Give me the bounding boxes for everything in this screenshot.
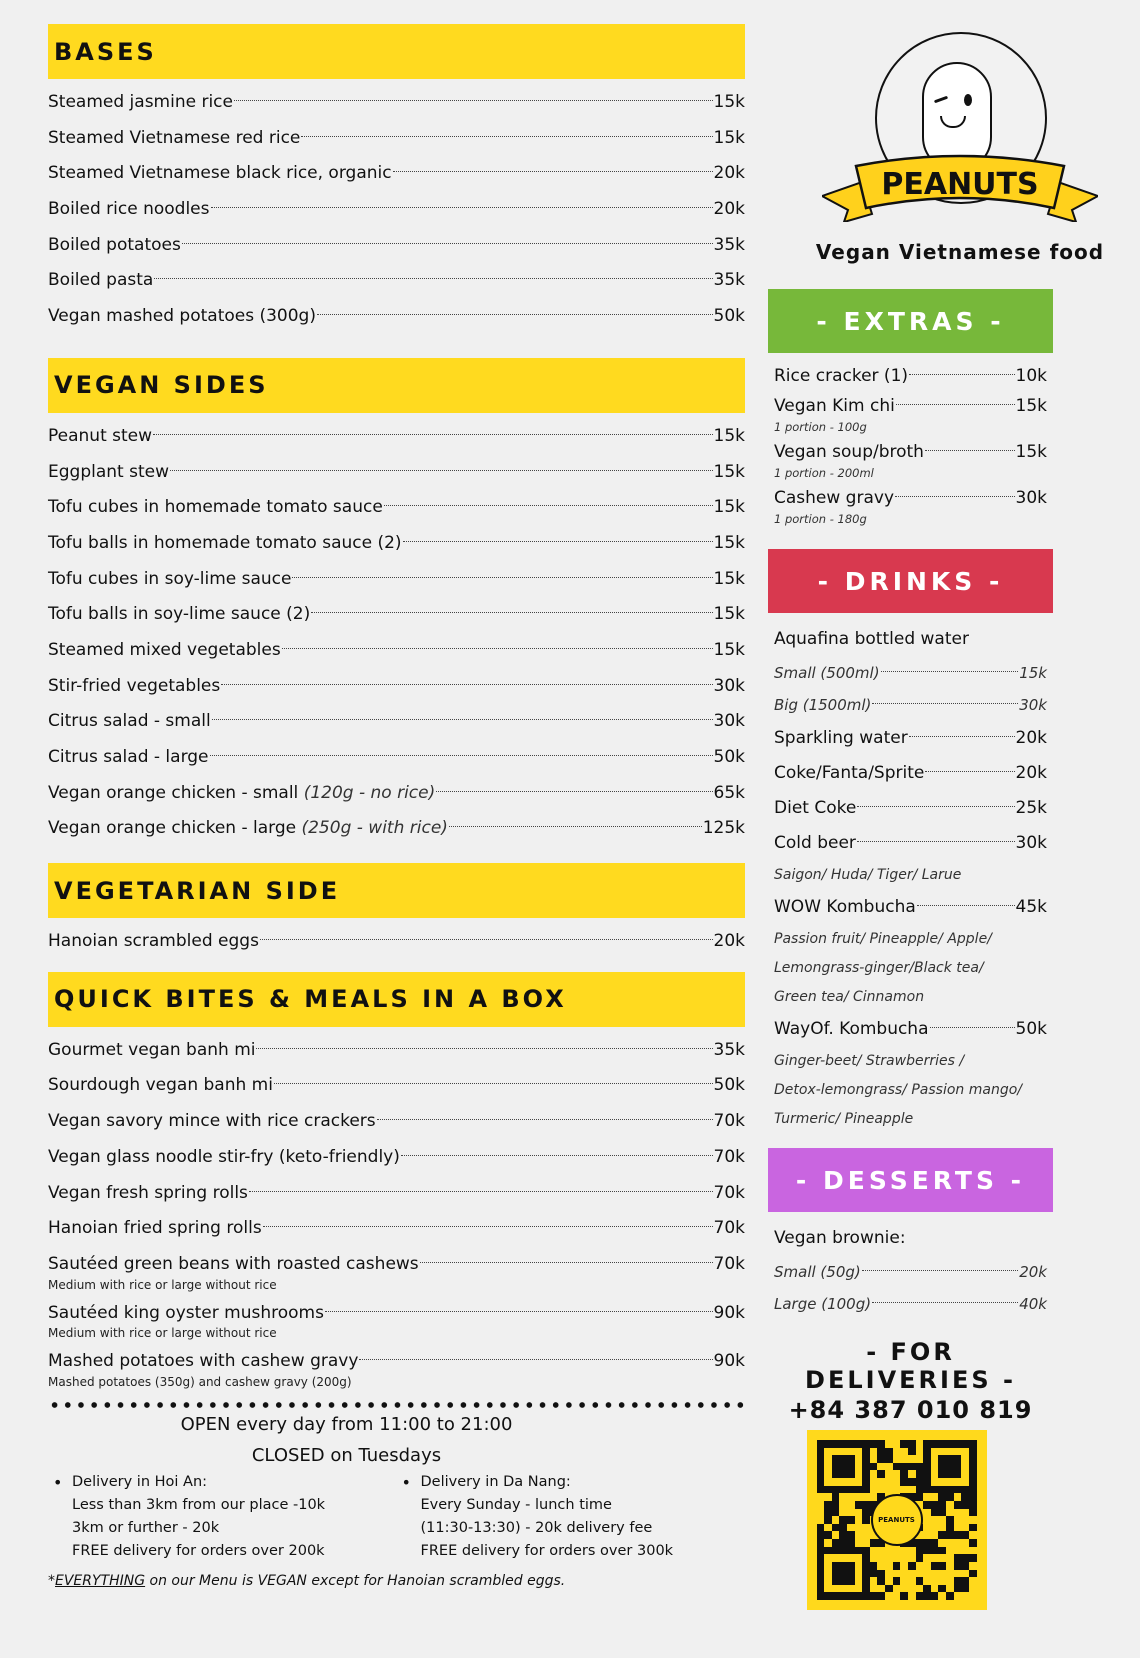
item-detail: (120g - no rice) bbox=[303, 782, 436, 803]
peanuts-logo bbox=[810, 24, 1110, 289]
opening-hours bbox=[48, 1409, 745, 1471]
item-price: 35k bbox=[713, 1039, 745, 1060]
section-bases bbox=[48, 24, 745, 335]
item-name bbox=[48, 811, 448, 847]
item-name-text: Eggplant stew bbox=[48, 461, 169, 482]
item-name-text: Tofu balls in soy-lime sauce (2) bbox=[48, 604, 311, 625]
item-price: 70k bbox=[713, 1218, 745, 1239]
item-name-text: Tofu balls in homemade tomato sauce (2) bbox=[48, 532, 402, 553]
item-name bbox=[48, 455, 169, 491]
drink-flavors: Turmeric/ Pineapple bbox=[774, 1111, 914, 1127]
dot-leader bbox=[925, 771, 1014, 772]
item-name bbox=[48, 121, 300, 157]
menu-item bbox=[48, 562, 745, 598]
item-price: 70k bbox=[713, 1111, 745, 1132]
section-title: - DRINKS - bbox=[817, 566, 1004, 596]
menu-item bbox=[48, 1176, 745, 1212]
dot-leader bbox=[449, 826, 702, 827]
brownie-title: Vegan brownie: bbox=[774, 1228, 906, 1248]
item-name-text: Citrus salad - large bbox=[48, 747, 209, 767]
item-price: 40k bbox=[1019, 1295, 1047, 1313]
menu-item bbox=[774, 437, 1047, 467]
menu-item bbox=[48, 811, 745, 847]
item-name bbox=[48, 740, 209, 776]
menu-item bbox=[48, 1104, 745, 1140]
qr-logo-badge bbox=[871, 1494, 923, 1546]
menu-item bbox=[774, 1288, 1047, 1320]
drink-flavors: Lemongrass-ginger/Black tea/ bbox=[774, 960, 984, 976]
item-price: 50k bbox=[713, 306, 745, 327]
item-portion: 1 portion - 180g bbox=[774, 512, 867, 526]
item-name bbox=[48, 263, 153, 299]
menu-item bbox=[48, 633, 745, 669]
item-name-text: Boiled potatoes bbox=[48, 234, 181, 255]
extras-list bbox=[768, 353, 1053, 529]
drink-flavors: Ginger-beet/ Strawberries / bbox=[774, 1053, 965, 1069]
dot-leader bbox=[170, 470, 713, 471]
dot-leader bbox=[153, 434, 712, 435]
delivery-line: Less than 3km from our place -10k bbox=[72, 1496, 326, 1513]
dot-leader bbox=[909, 374, 1014, 375]
item-detail: (250g - with rice) bbox=[301, 818, 448, 839]
vegan-sides-list bbox=[48, 413, 745, 847]
dot-leader bbox=[292, 577, 712, 578]
mascot-smile bbox=[940, 116, 966, 128]
item-name-text: Citrus salad - small bbox=[48, 711, 211, 732]
menu-right-column bbox=[774, 24, 1110, 1610]
menu-item bbox=[48, 1033, 745, 1069]
item-name-text: Hanoian fried spring rolls bbox=[48, 1218, 262, 1239]
section-header-vegetarian-side bbox=[48, 863, 745, 918]
drink-flavors: Passion fruit/ Pineapple/ Apple/ bbox=[774, 931, 992, 947]
item-name: Diet Coke bbox=[774, 798, 857, 818]
menu-item bbox=[48, 490, 745, 526]
item-name bbox=[48, 1033, 255, 1069]
dot-leader bbox=[182, 243, 713, 244]
section-title: QUICK BITES & MEALS IN A BOX bbox=[54, 985, 567, 1014]
desserts-list bbox=[768, 1212, 1053, 1320]
item-name bbox=[48, 299, 316, 335]
dot-leader bbox=[872, 703, 1018, 704]
item-name-text: Steamed Vietnamese red rice bbox=[48, 127, 301, 148]
item-price: 35k bbox=[713, 270, 745, 291]
item-name-text: Vegan orange chicken - small bbox=[48, 782, 304, 803]
drink-flavors: Saigon/ Huda/ Tiger/ Larue bbox=[774, 867, 962, 883]
menu-item bbox=[48, 228, 745, 264]
item-price: 45k bbox=[1015, 897, 1047, 917]
menu-left-column bbox=[48, 24, 745, 1589]
section-title: BASES bbox=[54, 37, 157, 66]
menu-item bbox=[774, 791, 1047, 826]
menu-item bbox=[48, 156, 745, 192]
item-name-text: Steamed jasmine rice bbox=[48, 92, 233, 112]
item-name-text: Boiled pasta bbox=[48, 270, 154, 291]
mascot-eye bbox=[964, 94, 972, 106]
menu-item bbox=[48, 669, 745, 705]
item-price: 15k bbox=[713, 604, 745, 625]
item-price: 15k bbox=[1015, 442, 1047, 462]
item-name bbox=[48, 1176, 248, 1212]
menu-item bbox=[774, 1012, 1047, 1047]
open-hours-text: OPEN every day from 11:00 to 21:00 bbox=[180, 1413, 513, 1435]
delivery-da-nang bbox=[397, 1471, 746, 1563]
dot-leader bbox=[420, 1262, 713, 1263]
dot-leader bbox=[359, 1359, 712, 1360]
item-name bbox=[48, 776, 435, 812]
item-name bbox=[48, 156, 392, 192]
delivery-line: Every Sunday - lunch time bbox=[420, 1496, 612, 1513]
item-price: 70k bbox=[713, 1182, 745, 1203]
dot-leader bbox=[317, 314, 713, 315]
item-price: 20k bbox=[1019, 1263, 1047, 1281]
section-header-bases bbox=[48, 24, 745, 79]
item-name bbox=[48, 704, 211, 740]
item-name-text: Vegan mashed potatoes (300g) bbox=[48, 306, 316, 327]
item-price: 30k bbox=[1015, 833, 1047, 853]
dot-leader bbox=[256, 1048, 712, 1049]
dot-leader bbox=[249, 1191, 713, 1192]
menu-item bbox=[48, 263, 745, 299]
item-name-text: Sourdough vegan banh mi bbox=[48, 1075, 273, 1096]
dot-leader bbox=[930, 1027, 1015, 1028]
item-name-text: Mashed potatoes with cashew gravy bbox=[48, 1351, 359, 1372]
menu-item bbox=[48, 704, 745, 740]
item-price: 90k bbox=[713, 1351, 745, 1372]
delivery-hoi-an bbox=[48, 1471, 397, 1563]
item-price: 15k bbox=[713, 92, 745, 112]
drink-flavors: Detox-lemongrass/ Passion mango/ bbox=[774, 1082, 1022, 1098]
item-name-text: Vegan savory mince with rice crackers bbox=[48, 1111, 376, 1132]
item-price: 50k bbox=[713, 747, 745, 767]
dot-leader bbox=[862, 1270, 1018, 1271]
delivery-line: (11:30-13:30) - 20k delivery fee bbox=[420, 1519, 653, 1536]
item-name-text: Steamed Vietnamese black rice, organic bbox=[48, 163, 392, 184]
item-price: 30k bbox=[1019, 696, 1047, 714]
menu-item bbox=[48, 924, 745, 960]
ribbon-banner-icon bbox=[822, 152, 1098, 222]
item-name bbox=[48, 526, 402, 562]
item-price: 70k bbox=[713, 1253, 745, 1274]
item-price: 15k bbox=[713, 425, 745, 446]
item-price: 15k bbox=[713, 127, 745, 148]
quick-bites-list bbox=[48, 1027, 745, 1393]
item-note: Medium with rice or large without rice bbox=[48, 1277, 277, 1292]
item-price: 15k bbox=[713, 639, 745, 660]
qr-code[interactable] bbox=[807, 1430, 987, 1610]
item-name: Vegan soup/broth bbox=[774, 442, 924, 462]
section-title: - DESSERTS - bbox=[795, 1165, 1026, 1195]
menu-item bbox=[48, 455, 745, 491]
item-price: 10k bbox=[1015, 366, 1047, 386]
dot-leader bbox=[212, 719, 713, 720]
item-price: 15k bbox=[713, 532, 745, 553]
item-name-text: Vegan fresh spring rolls bbox=[48, 1182, 248, 1203]
menu-item bbox=[48, 1068, 745, 1104]
item-portion: 1 portion - 100g bbox=[774, 420, 867, 434]
item-name: Large (100g) bbox=[774, 1295, 872, 1313]
menu-item bbox=[774, 721, 1047, 756]
item-portion: 1 portion - 200ml bbox=[774, 466, 874, 480]
water-title: Aquafina bottled water bbox=[774, 629, 969, 649]
item-price: 30k bbox=[1015, 488, 1047, 508]
section-header-extras bbox=[768, 289, 1053, 353]
item-name-text: Vegan orange chicken - large bbox=[48, 818, 302, 839]
item-name bbox=[48, 1211, 262, 1247]
dot-leader bbox=[384, 505, 713, 506]
dot-leader bbox=[311, 612, 712, 613]
item-price: 50k bbox=[1015, 1019, 1047, 1039]
section-title: VEGETARIAN SIDE bbox=[54, 876, 341, 905]
item-name bbox=[48, 669, 220, 705]
item-name-text: Sautéed green beans with roasted cashews bbox=[48, 1253, 419, 1274]
section-title: VEGAN SIDES bbox=[54, 371, 269, 400]
item-name-text: Hanoian scrambled eggs bbox=[48, 931, 259, 952]
menu-item bbox=[774, 826, 1047, 861]
delivery-da-nang-title: • Delivery in Da Nang: bbox=[420, 1473, 571, 1490]
item-name: Coke/Fanta/Sprite bbox=[774, 763, 925, 783]
menu-item bbox=[48, 597, 745, 633]
delivery-phone-number[interactable]: +84 387 010 819 bbox=[788, 1396, 1033, 1424]
drinks-list bbox=[768, 613, 1053, 1134]
menu-item bbox=[48, 121, 745, 157]
item-name bbox=[48, 85, 233, 121]
menu-item bbox=[48, 85, 745, 121]
bases-list bbox=[48, 79, 745, 335]
drink-flavors: Green tea/ Cinnamon bbox=[774, 989, 925, 1005]
dot-leader bbox=[436, 791, 712, 792]
item-name-text: Vegan glass noodle stir-fry (keto-friendly) bbox=[48, 1146, 400, 1167]
dot-leader bbox=[872, 1302, 1018, 1303]
item-name: Cold beer bbox=[774, 833, 856, 853]
item-price: 20k bbox=[1015, 763, 1047, 783]
footnote-text: on our Menu is VEGAN except for Hanoian scrambled eggs. bbox=[145, 1572, 566, 1589]
item-price: 20k bbox=[713, 199, 745, 220]
menu-item bbox=[774, 391, 1047, 421]
menu-item bbox=[48, 419, 745, 455]
item-name-text: Sautéed king oyster mushrooms bbox=[48, 1302, 324, 1323]
item-name bbox=[48, 419, 152, 455]
dot-leader bbox=[895, 496, 1015, 497]
section-header-drinks bbox=[768, 549, 1053, 613]
item-name bbox=[48, 633, 281, 669]
item-price: 15k bbox=[713, 461, 745, 482]
item-name bbox=[48, 597, 310, 633]
for-deliveries-title: - FOR DELIVERIES - bbox=[805, 1338, 1016, 1394]
dot-leader bbox=[393, 171, 713, 172]
dot-leader bbox=[909, 736, 1015, 737]
footnote-asterisk: * bbox=[48, 1572, 55, 1589]
dot-leader bbox=[857, 806, 1014, 807]
mascot-wink bbox=[934, 96, 948, 104]
item-name-text: Gourmet vegan banh mi bbox=[48, 1039, 256, 1060]
item-note: Medium with rice or large without rice bbox=[48, 1326, 277, 1341]
section-quick-bites bbox=[48, 972, 745, 1393]
qr-badge-text: PEANUTS bbox=[878, 1516, 915, 1524]
menu-item bbox=[774, 483, 1047, 513]
menu-item bbox=[48, 1211, 745, 1247]
svg-text:PEANUTS: PEANUTS bbox=[881, 167, 1039, 202]
item-name-text: Tofu cubes in soy-lime sauce bbox=[48, 568, 292, 589]
dot-leader bbox=[896, 404, 1015, 405]
item-name-text: Tofu cubes in homemade tomato sauce bbox=[48, 497, 383, 518]
delivery-line: 3km or further - 20k bbox=[72, 1519, 220, 1536]
delivery-info bbox=[48, 1471, 745, 1563]
vegan-footnote bbox=[48, 1573, 745, 1589]
delivery-hoi-an-title: • Delivery in Hoi An: bbox=[72, 1473, 208, 1490]
section-vegan-sides bbox=[48, 358, 745, 847]
dot-leader bbox=[325, 1311, 713, 1312]
item-name bbox=[48, 1104, 376, 1140]
menu-item bbox=[48, 740, 745, 776]
dot-leader bbox=[263, 1226, 713, 1227]
menu-item bbox=[48, 776, 745, 812]
closed-day-text: CLOSED on Tuesdays bbox=[251, 1444, 442, 1466]
item-price: 15k bbox=[713, 497, 745, 518]
item-price: 20k bbox=[1015, 728, 1047, 748]
item-name bbox=[48, 562, 291, 598]
item-name bbox=[48, 1068, 273, 1104]
item-price: 125k bbox=[702, 818, 745, 839]
dot-leader bbox=[881, 671, 1019, 672]
item-price: 65k bbox=[713, 782, 745, 803]
section-header-vegan-sides bbox=[48, 358, 745, 413]
dot-leader bbox=[917, 905, 1015, 906]
item-name: WayOf. Kombucha bbox=[774, 1019, 929, 1039]
item-name: WOW Kombucha bbox=[774, 897, 916, 917]
footnote-emphasis: EVERYTHING bbox=[55, 1572, 146, 1589]
item-price: 90k bbox=[713, 1302, 745, 1323]
item-name: Vegan Kim chi bbox=[774, 396, 895, 416]
item-name bbox=[48, 924, 259, 960]
item-price: 35k bbox=[713, 234, 745, 255]
item-name: Small (50g) bbox=[774, 1263, 861, 1281]
section-header-desserts bbox=[768, 1148, 1053, 1212]
delivery-line: FREE delivery for orders over 200k bbox=[72, 1542, 325, 1559]
item-name-text: Stir-fried vegetables bbox=[48, 675, 221, 696]
brand-tagline: Vegan Vietnamese food bbox=[815, 240, 1105, 264]
item-name-text: Peanut stew bbox=[48, 425, 153, 446]
dot-leader bbox=[274, 1083, 713, 1084]
item-price: 30k bbox=[713, 711, 745, 732]
item-price: 50k bbox=[713, 1075, 745, 1096]
item-note: Mashed potatoes (350g) and cashew gravy (200g) bbox=[48, 1374, 352, 1389]
menu-item bbox=[774, 689, 1047, 721]
item-price: 30k bbox=[713, 675, 745, 696]
item-price: 25k bbox=[1015, 798, 1047, 818]
item-name: Rice cracker (1) bbox=[774, 366, 909, 386]
dot-leader bbox=[211, 207, 713, 208]
menu-item bbox=[774, 361, 1047, 391]
dot-leader bbox=[401, 1155, 713, 1156]
menu-item bbox=[48, 192, 745, 228]
item-price: 15k bbox=[1015, 396, 1047, 416]
item-name: Sparkling water bbox=[774, 728, 908, 748]
dot-leader bbox=[210, 755, 713, 756]
section-vegetarian-side bbox=[48, 863, 745, 960]
delivery-line: FREE delivery for orders over 300k bbox=[420, 1542, 674, 1559]
item-name: Cashew gravy bbox=[774, 488, 895, 508]
item-price: 70k bbox=[713, 1146, 745, 1167]
dot-leader bbox=[260, 939, 713, 940]
dot-leader bbox=[857, 841, 1015, 842]
dot-leader bbox=[234, 100, 713, 101]
menu-item bbox=[774, 756, 1047, 791]
menu-item bbox=[774, 657, 1047, 689]
dot-leader bbox=[301, 136, 712, 137]
dotted-divider bbox=[48, 1401, 745, 1409]
dot-leader bbox=[282, 648, 713, 649]
item-name bbox=[48, 228, 181, 264]
dot-leader bbox=[154, 278, 712, 279]
item-name-text: Steamed mixed vegetables bbox=[48, 639, 281, 660]
section-header-quick-bites bbox=[48, 972, 745, 1027]
item-price: 20k bbox=[713, 163, 745, 184]
menu-item bbox=[774, 1256, 1047, 1288]
section-title: - EXTRAS - bbox=[816, 306, 1005, 336]
item-name bbox=[48, 192, 210, 228]
item-name-text: Boiled rice noodles bbox=[48, 199, 210, 220]
item-price: 15k bbox=[713, 568, 745, 589]
item-price: 20k bbox=[713, 931, 745, 952]
dot-leader bbox=[925, 450, 1015, 451]
item-price: 15k bbox=[1019, 664, 1047, 682]
menu-item bbox=[774, 890, 1047, 925]
menu-item bbox=[48, 1140, 745, 1176]
item-name: Big (1500ml) bbox=[774, 696, 872, 714]
item-name bbox=[48, 490, 383, 526]
dot-leader bbox=[403, 541, 713, 542]
vegetarian-side-list bbox=[48, 918, 745, 960]
item-name bbox=[48, 1140, 400, 1176]
item-name: Small (500ml) bbox=[774, 664, 880, 682]
dot-leader bbox=[221, 684, 712, 685]
dot-leader bbox=[377, 1119, 713, 1120]
menu-item bbox=[48, 526, 745, 562]
menu-item bbox=[48, 299, 745, 335]
delivery-contact bbox=[768, 1338, 1053, 1610]
